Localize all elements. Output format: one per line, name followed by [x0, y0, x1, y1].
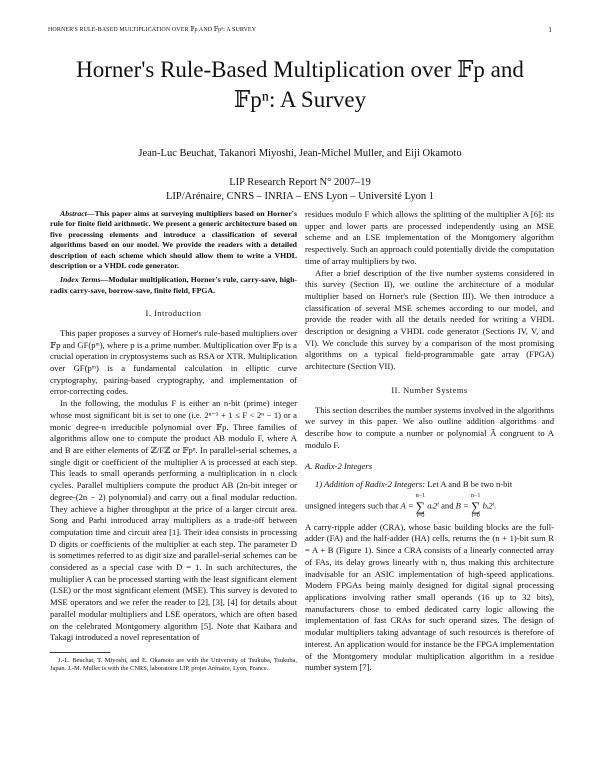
equation-b-lhs: B = — [455, 500, 469, 511]
running-head — [48, 26, 552, 36]
index-terms-text: Modular multiplication, Horner's rule, carry-save, high-radix carry-save, borrow-save, finite field, FPGA. — [50, 275, 297, 295]
running-head-title: HORNER'S RULE-BASED MULTIPLICATION OVER 𝔽p AND 𝔽pⁿ: A SURVEY — [48, 27, 257, 33]
sum-b-symbol: ∑ — [471, 498, 481, 514]
radix2-addition-intro — [305, 479, 554, 491]
affiliation: LIP/Arénaire, CNRS – INRIA – ENS Lyon – Université Lyon 1 — [165, 191, 435, 202]
paper-authors: Jean-Luc Beuchat, Takanori Miyoshi, Jean-Michel Muller, and Eiji Okamoto — [138, 148, 462, 159]
footnote: J.-L. Beuchat, T. Miyoshi, and E. Okamoto are with the University of Tsukuba, Tsukuba, Japan. J.-M. Muller is with the CNRS, laboratoire LIP, projet Arénaire, Lyon, France. — [50, 656, 297, 673]
subsection-heading-radix2: A. Radix-2 Integers — [305, 461, 373, 472]
research-report: LIP Research Report N° 2007–19 — [229, 177, 371, 188]
footnote-rule — [50, 652, 110, 653]
sum-a-symbol: ∑ — [415, 498, 426, 514]
paper-title-line1: Horner's Rule-Based Multiplication over 𝔽p and — [76, 57, 524, 82]
index-terms-label: Index Terms— — [60, 275, 109, 285]
right-column — [305, 209, 554, 674]
abstract-label: Abstract— — [60, 209, 95, 218]
page-number: 1 — [548, 26, 552, 34]
equation-lead: unsigned integers such that — [305, 500, 399, 511]
left-column — [50, 209, 297, 674]
index-terms — [50, 275, 297, 296]
radix2-paragraph-2: A carry-ripple adder (CRA), whose basic building blocks are the full-adder (FA) and the half-adder (HA) cells, returns the (n + 1)-bit sum R = A + B (Figure 1). Since a CRA consists of a linearly connected array of FAs, its delay grows linearly with n, thus making this architecture inadvisable for an ASIC implementation of high-speed applications. Modern FPGAs being mainly designed for digital signal processing applications involving rather small operands (16 up to 32 bits), manufacturers chose to embed dedicated carry logic allowing the implementation of fast CRAs for such operand sizes. The design of modular multipliers taking advantage of such resources is therefore of interest. An application would for instance be the FPGA implementation of the Montgomery modular multiplication algorithm in a residue number system [7]. — [305, 521, 554, 673]
section-heading-number-systems: II. Number Systems — [391, 385, 468, 395]
right-paragraph-1: residues modulo F which allows the splitting of the multiplier A [6]: its upper and lower parts are processed independently using an MSE scheme and an LSE implementation of the Montgomery algorithm respectively. Such an approach could potentially divide the computation time of array multipliers by two. — [305, 209, 554, 266]
paper-title — [40, 55, 560, 115]
sum-a-lower: i=0 — [416, 512, 425, 519]
abstract-text: This paper aims at surveying multipliers based on Horner's rule for finite field arithmetic. We present a generic architecture based on five processing elements and introduce a classification of several algorithms based on our model. We provide the readers with a detailed description of each scheme which should allow them to write a VHDL description or a VHDL code generator. — [50, 209, 297, 271]
sum-b — [471, 493, 480, 520]
paper-affiliation-block — [40, 176, 560, 204]
right-paragraph-2: After a brief description of the five number systems considered in this survey (Section II), we outline the architecture of a modular multiplier based on Horner's rule (Section III). We then introduce a classification of several MSE schemes according to our model, and provide the reader with all the details needed for writing a VHDL description or designing a VHDL code generator (Sections IV, V, and VI). We conclude this survey by a comparison of the most promising algorithms on a typical field-programmable gate array (FPGA) architecture (Section VII). — [305, 267, 554, 372]
section-heading-introduction: I. Introduction — [145, 309, 202, 319]
intro-paragraph-1: This paper proposes a survey of Horner's rule-based multipliers over 𝔽p and GF(pᵐ), where p is a prime number. Multiplication over 𝔽p is a crucial operation in cryptosystems such as RSA or XTR. Multiplication over GF(pᵐ) is a fundamental calculation in elliptic curve cryptography, pairing-based cryptography, and implementation of error-correcting codes. — [50, 327, 297, 397]
abstract — [50, 209, 297, 271]
radix2-addition-text: Let A and B be two n-bit — [427, 479, 513, 490]
equation-a-lhs: A = — [400, 500, 414, 511]
paper-title-line2: 𝔽pⁿ: A Survey — [233, 87, 367, 112]
sum-b-upper: n−1 — [471, 492, 481, 499]
equation-a-term: aᵢ2ⁱ — [427, 500, 439, 511]
radix2-addition-heading: 1) Addition of Radix-2 Integers: — [315, 479, 426, 490]
sum-a — [416, 493, 425, 520]
sum-b-lower: i=0 — [471, 512, 480, 519]
intro-paragraph-2: In the following, the modulus F is either an n-bit (prime) integer whose most significant bit is set to one (i.e. 2ⁿ⁻¹ + 1 ≤ F < 2ⁿ − 1) or a monic degree-n irreducible polynomial over 𝔽p. Three families of algorithms allow one to compute the product AB modulo F, where A and B are either elements of ℤ/Fℤ or 𝔽pⁿ. In parallel-serial schemes, a single digit or coefficient of the multiplier A is processed at each step. This leads to small operands performing a multiplication in n clock cycles. Parallel multipliers compute the product AB (2n-bit integer or degree-(2n − 2) polynomial) and carry out a final modular reduction. They achieve a higher throughput at the price of a larger circuit area. Song and Parhi introduced array multipliers as a trade-off between computation time and circuit area [1]. Their idea consists in processing D digits or coefficients of the multiplier at each step. The parameter D is sometimes referred to as digit size and parallel-serial schemes can be considered as a special case with D = 1. In such architectures, the multiplier A can be processed starting with the least significant element (LSE) or the most significant element (MSE). This survey is devoted to MSE operators and we refer the reader to [2], [3], [4] for details about parallel modular multipliers and LSE operators, which are often based on the celebrated Montgomery algorithm [5]. Note that Kaihara and Takagi introduced a novel representation of — [50, 398, 297, 643]
radix2-equation-line — [305, 493, 554, 520]
number-systems-paragraph: This section describes the number systems involved in the algorithms we survey in this paper. We also outline addition algorithms and describe how to compute a number or polynomial Ã congruent to A modulo F. — [305, 404, 554, 450]
equation-and: and — [441, 500, 454, 511]
sum-a-upper: n−1 — [415, 492, 426, 499]
equation-b-term: bᵢ2ⁱ. — [482, 500, 497, 511]
